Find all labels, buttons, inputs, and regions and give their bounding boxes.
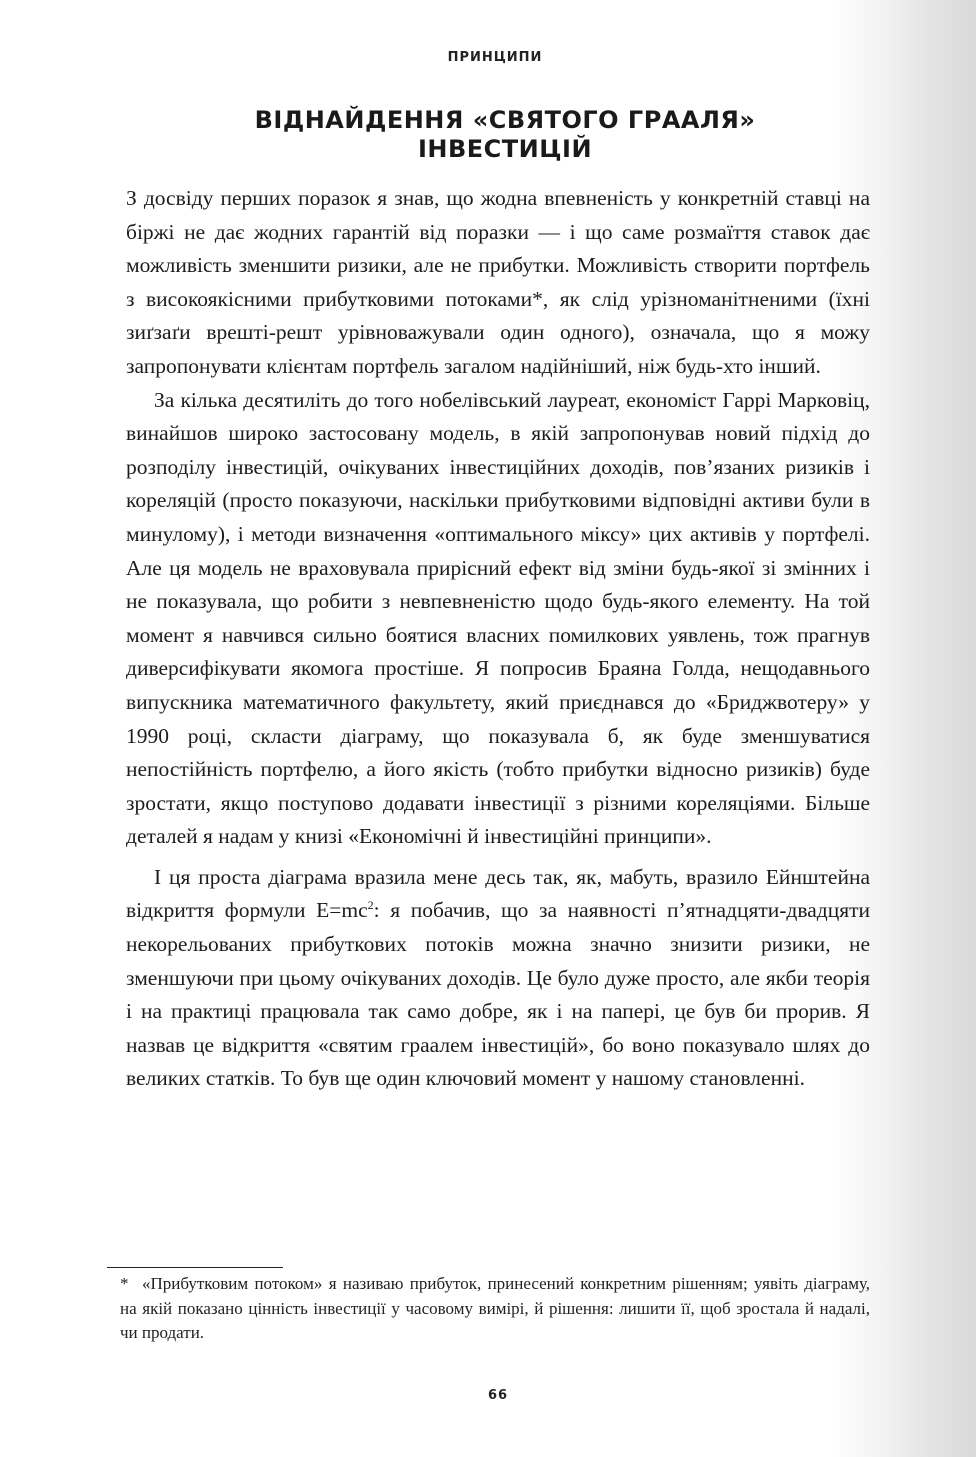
page-number: 66 [487,1388,509,1403]
paragraph-3-start: І ця проста діаграма вразила мене десь так, як, мабуть, вразило Ейнштейна відкриття формули E=mc [126,864,870,923]
paragraph-3 [126,861,870,1096]
footnote-text: «Прибутковим потоком» я називаю прибуток, принесений конкретним рішенням; уявіть діаграму, на якій показано цінність інвестиції у часовому вимірі, й рішення: лишити її, щоб зростала й надалі, чи продати. [120,1274,870,1342]
running-head: ПРИНЦИПИ [447,50,543,65]
chapter-title [0,106,976,164]
superscript-two: 2 [367,898,374,913]
chapter-title-line-2: ІНВЕСТИЦІЙ [417,135,593,163]
paragraph-3-end: : я побачив, що за наявності п’ятнадцяти-двадцяти некорельованих прибуткових потоків можна значно знизити ризики, не зменшуючи при цьому очікуваних доходів. Це було дуже просто, але якби теорія і на практиці працювала так само добре, як і на папері, це був би прорив. Я назвав це відкриття «святим граалем інвестицій», бо воно показувало шлях до великих статків. То був ще один ключовий момент у нашому становленні. [126,898,870,1091]
paragraph-2: За кілька десятиліть до того нобелівський лауреат, економіст Гаррі Марковіц, винайшов широко застосовану модель, в якій запропонував новий підхід до розподілу інвестицій, очікуваних інвестиційних доходів, пов’язаних ризиків і кореляцій (просто показуючи, наскільки прибутковими відповідні активи були в минулому), і методи визначення «оптимального міксу» цих активів у портфелі. Але ця модель не враховувала прирісний ефект від зміни будь-якої зі змінних і не показувала, що робити з невпевненістю щодо будь-якого елементу. На той момент я навчився сильно боятися власних помилкових уявлень, тож прагнув диверсифікувати якомога простіше. Я попросив Браяна Голда, нещодавнього випускника математичного факультету, який приєднався до «Бриджвотеру» у 1990 році, скласти діаграму, що показувала б, як буде зменшуватися непостійність портфелю, а його якість (тобто прибутки відносно ризиків) буде зростати, якщо поступово додавати інвестиції з різними кореляціями. Більше деталей я надам у книзі «Економічні й інвестиційні принципи». [126,387,870,849]
footnote-mark: * [120,1274,129,1293]
body-text [126,182,870,1096]
paragraph-1: З досвіду перших поразок я знав, що жодна впевненість у конкретній ставці на біржі не дає жодних гарантій від поразки — і що саме розмаїття ставок дає можливість зменшити ризики, але не прибутки. Можливість створити портфель з високоякісними прибутковими потоками*, як слід урізноманітненими (їхні зиґзаґи врешті-решт урівноважували один одного), означала, що я можу запропонувати клієнтам портфель загалом надійніший, ніж будь-хто інший. [126,186,870,378]
footnote [120,1272,870,1346]
footnote-divider [107,1267,283,1268]
chapter-title-line-1: ВІДНАЙДЕННЯ «СВЯТОГО ГРААЛЯ» [254,106,756,134]
